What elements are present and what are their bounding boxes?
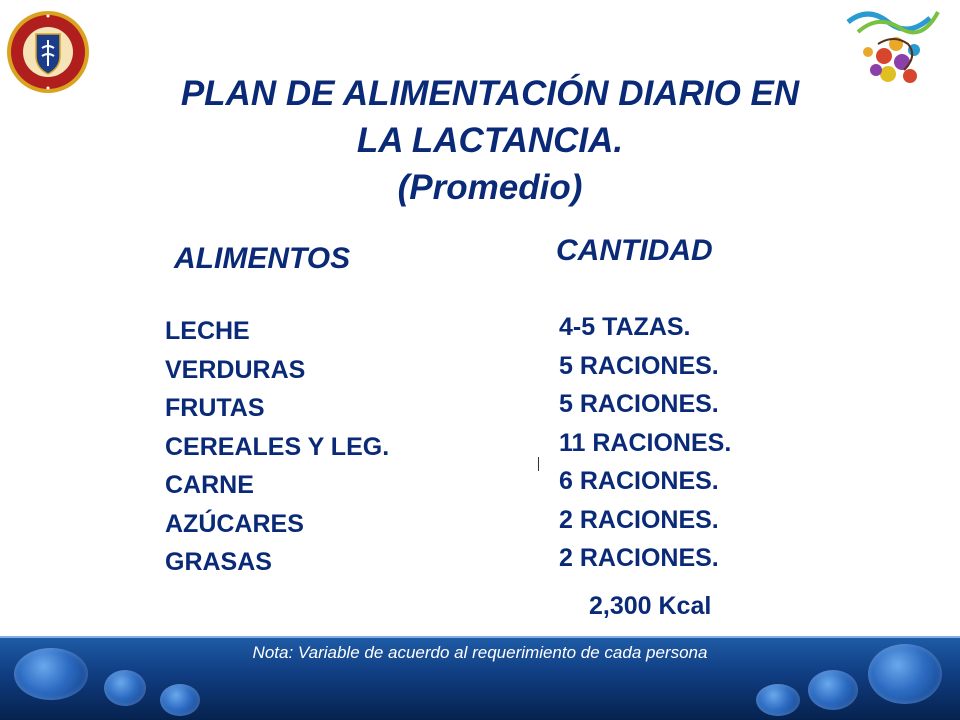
cantidad-item: 2 RACIONES. xyxy=(559,505,719,534)
alimento-item: CEREALES Y LEG. xyxy=(165,432,390,461)
bubble-decoration xyxy=(808,670,858,710)
footer-band xyxy=(0,636,960,720)
cantidad-item: 6 RACIONES. xyxy=(559,467,719,495)
cantidad-item: 5 RACIONES. xyxy=(559,390,719,418)
footer-divider xyxy=(0,636,960,638)
alimento-item: CARNE xyxy=(165,471,254,499)
cantidades-list xyxy=(559,308,731,578)
page-title xyxy=(80,70,900,211)
bubble-decoration xyxy=(104,670,146,706)
alimento-item: VERDURAS xyxy=(165,355,306,384)
bubble-decoration xyxy=(756,684,800,716)
title-line-3: (Promedio) xyxy=(397,168,583,207)
alimentos-header: ALIMENTOS xyxy=(174,242,351,275)
alimento-item: AZÚCARES xyxy=(165,509,304,538)
cantidad-item: 2 RACIONES. xyxy=(559,544,719,572)
title-line-1: PLAN DE ALIMENTACIÓN DIARIO EN xyxy=(180,74,800,113)
cantidad-item: 11 RACIONES. xyxy=(559,428,732,457)
alimento-item: FRUTAS xyxy=(165,394,265,422)
cantidad-item: 4-5 TAZAS. xyxy=(559,313,691,341)
alimentos-list xyxy=(165,312,389,582)
title-line-2: LA LACTANCIA. xyxy=(356,121,624,160)
bubble-decoration xyxy=(160,684,200,716)
cantidad-item: 5 RACIONES. xyxy=(559,351,719,380)
alimento-item: GRASAS xyxy=(165,548,272,576)
total-kcal: 2,300 Kcal xyxy=(589,592,712,620)
cantidad-header: CANTIDAD xyxy=(556,234,713,267)
text-cursor-mark xyxy=(538,457,539,471)
university-seal-icon xyxy=(6,10,90,94)
footer-note: Nota: Variable de acuerdo al requerimiento de cada persona xyxy=(252,643,708,662)
alimento-item: LECHE xyxy=(165,317,250,345)
